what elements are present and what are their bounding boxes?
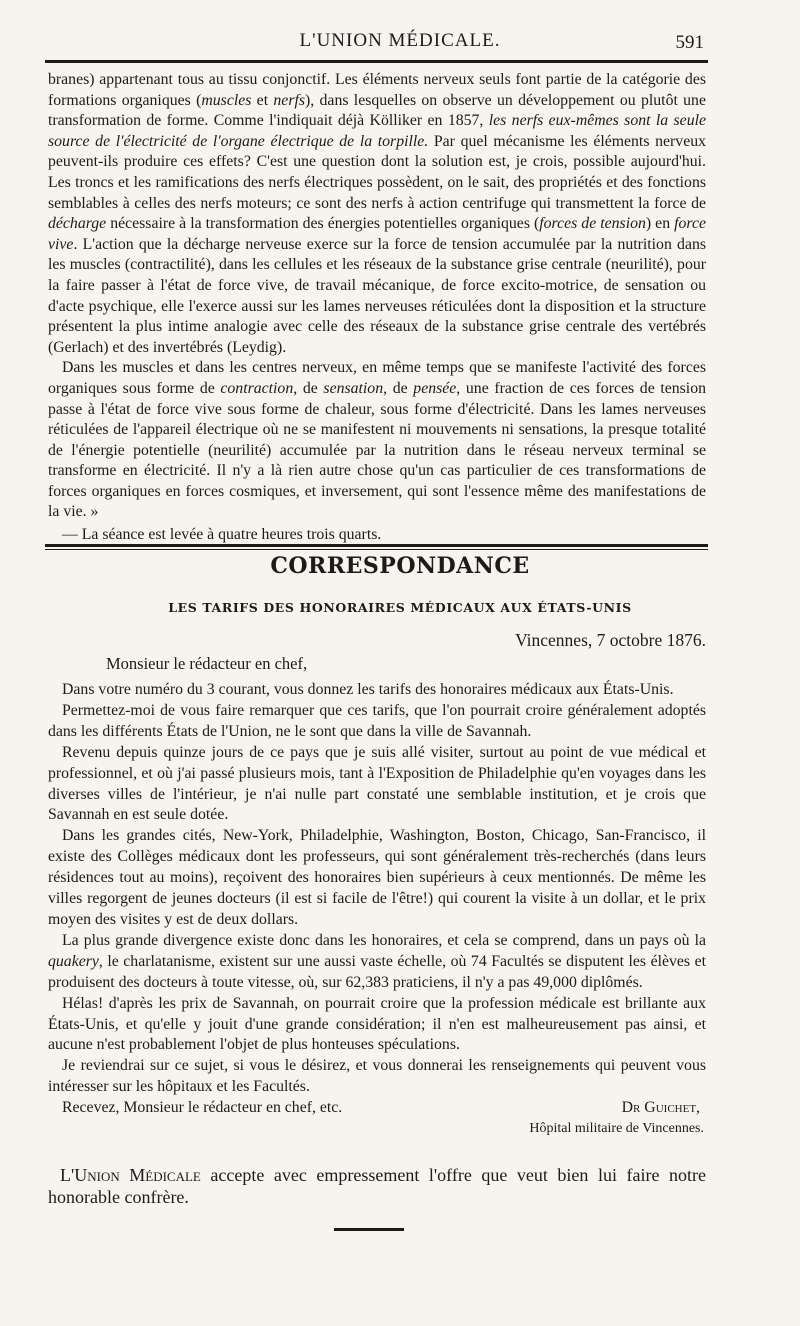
editor-note-text: accepte avec empressement l'offre que veut bien lui faire notre honorable confrère. xyxy=(48,1165,706,1207)
session-closing-line: — La séance est levée à quatre heures trois quarts. xyxy=(62,526,382,544)
letter-dateline: Vincennes, 7 octobre 1876. xyxy=(515,630,706,650)
publication-name: L'Union Médicale xyxy=(60,1165,201,1185)
letter-paragraph: La plus grande divergence existe donc dans les honoraires, et cela se comprend, dans un pays où la quakery, le charlatanisme, existent sur une aussi vaste échelle, où 74 Facultés se disputent les élèves et produisent des docteurs à toute vitesse, où, sur 62,383 praticiens, il n'y a pas 49,000 diplômés. xyxy=(48,931,706,991)
header-rule xyxy=(45,60,708,63)
editor-note xyxy=(48,1164,706,1208)
letter-paragraph: Dans les grandes cités, New-York, Philadelphie, Washington, Boston, Chicago, San-Francisco, il existe des Collèges médicaux dont les professeurs, qui sont généralement très-recherchés (dans leurs résidences tout au moins), reçoivent des honoraires bien supérieurs à ceux mentionnés. De même les villes regorgent de jeunes docteurs (il est si facile de l'être!) qui courent la visite à un dollar, et le prix moyen des visites y est de deux dollars. xyxy=(48,827,706,928)
running-title: L'UNION MÉDICALE. xyxy=(299,30,501,51)
letter-paragraph: Dans votre numéro du 3 courant, vous donnez les tarifs des honoraires médicaux aux États-Unis. xyxy=(62,681,674,698)
letter-paragraph: Revenu depuis quinze jours de ce pays que je suis allé visiter, surtout au point de vue médical et professionnel, et où j'ai passé plusieurs mois, tant à l'Exposition de Philadelphie qu'en voyages dans les diverses villes de l'intérieur, je n'ai nulle part constaté une semblable institution, et je crois que Savannah en est seule dotée. xyxy=(48,743,706,824)
section-rule-thin xyxy=(45,549,708,550)
end-rule xyxy=(334,1228,404,1231)
signature-affiliation: Hôpital militaire de Vincennes. xyxy=(529,1121,704,1137)
letter-signature: Dr Guichet, xyxy=(621,1099,700,1117)
page-number: 591 xyxy=(675,32,704,53)
letter-signoff: Recevez, Monsieur le rédacteur en chef, etc. xyxy=(62,1099,343,1117)
running-head xyxy=(0,30,800,56)
society-report-text xyxy=(48,70,706,546)
letter-signoff-row xyxy=(48,1098,706,1119)
letter-paragraph: Hélas! d'après les prix de Savannah, on pourrait croire que la profession médicale est brillante aux États-Unis, et qu'elle y jouit d'une grande considération; il n'en est malheureusement pas ainsi, et aucune n'est probablement l'objet de plus honteuses spéculations. xyxy=(48,994,706,1054)
section-heading: CORRESPONDANCE xyxy=(270,553,530,579)
section-rule xyxy=(45,544,708,547)
letter-paragraph: Je reviendrai sur ce sujet, si vous le désirez, et vous donnerai les renseignements qui peuvent vous intéresser sur les hôpitaux et les Facultés. xyxy=(48,1057,706,1096)
report-paragraph: branes) appartenant tous au tissu conjonctif. Les éléments nerveux seuls font partie de la catégorie des formations organiques (muscles et nerfs), dans lesquelles on observe un développement ou plutôt une transformation de forme. Comme l'indiquait déjà Kölliker en 1857, les nerfs eux-mêmes sont la seule source de l'électricité de l'organe électrique de la torpille. Par quel mécanisme les éléments nerveux peuvent-ils produire ces effets? C'est une question dont la solution est, je crois, possible aujourd'hui. Les troncs et les ramifications des nerfs électriques possèdent, on le sait, des propriétés et des fonctions semblables à celles des nerfs moteurs; ce sont des nerfs à action centrifuge qui transmettent la force de décharge nécessaire à la transformation des énergies potentielles organiques (forces de tension) en force vive. L'action que la décharge nerveuse exerce sur la force de tension accumulée par la nutrition dans les muscles (contractilité), dans les cellules et les réseaux de la substance grise centrale (neurilité), pour la faire passer à l'état de force vive, de travail mécanique, de force excito-motrice, de sensation ou d'acte psychique, elle l'exerce aussi sur les lames nerveuses réticulées dont la disposition et la structure présentent la plus intime analogie avec celle des réseaux de la substance grise centrale des vertébrés (Gerlach) et des invertébrés (Leydig). xyxy=(48,71,706,356)
letter xyxy=(48,628,706,1140)
report-paragraph: Dans les muscles et dans les centres nerveux, en même temps que se manifeste l'activité des forces organiques sous forme de contraction, de sensation, de pensée, une fraction de ces forces de tension passe à l'état de force vive sous forme de chaleur, sous forme d'électricité. Dans les lames nerveuses réticulées de l'appareil électrique où ne se manifestent ni mouvements ni sensations, la presque totalité de l'énergie potentielle (neurilité) accumulée par la nutrition dans le réseau nerveux terminal se transforme en électricité. Il n'y a là rien autre chose qu'un cas particulier de ces transformations de forces organiques en forces cosmiques, et inversement, qui sont l'essence même des manifestations de la vie. » xyxy=(48,359,706,521)
letter-salutation: Monsieur le rédacteur en chef, xyxy=(106,654,308,673)
letter-paragraph: Permettez-moi de vous faire remarquer que ces tarifs, que l'on pourrait croire généralement adoptés dans les différents États de l'Union, ne le sont que dans la ville de Savannah. xyxy=(48,701,706,740)
article-title: LES TARIFS DES HONORAIRES MÉDICAUX AUX ÉTATS-UNIS xyxy=(168,600,632,615)
